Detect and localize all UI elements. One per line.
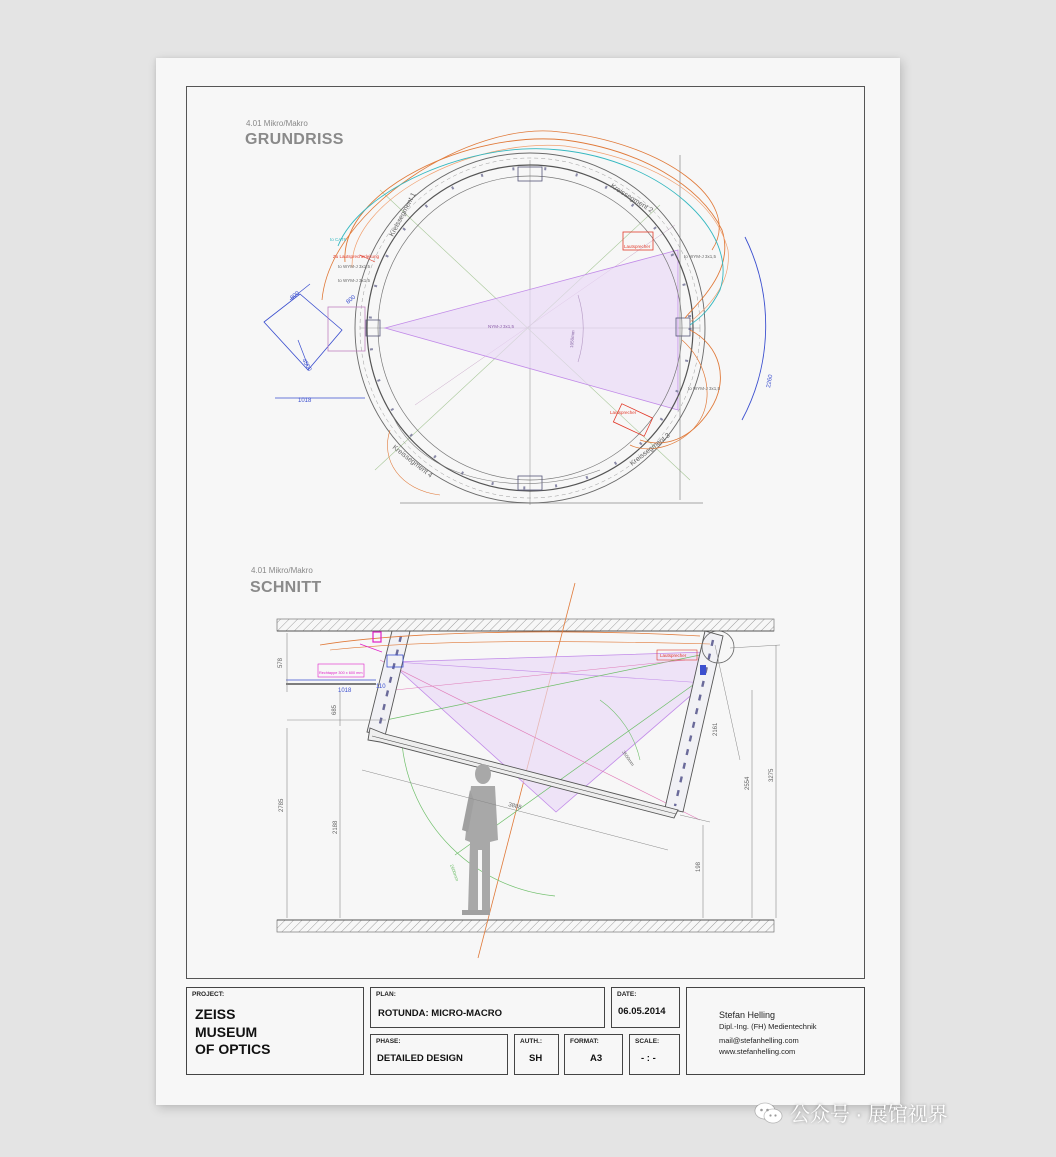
dim-line-2161 [715, 645, 740, 760]
label-wym-3: to WYM-J 3x1,5 [684, 254, 717, 259]
dim-line-3888 [362, 770, 668, 850]
label-dim-578: 578 [278, 657, 284, 668]
scale-box [629, 1034, 680, 1075]
author-email: mail@stefanhelling.com [719, 1036, 799, 1045]
label-wym-4: to WYM-J 3x1,5 [688, 386, 721, 391]
auth-box [514, 1034, 559, 1075]
date-label: DATE: [617, 991, 637, 998]
label-dim-800a: 800 [289, 290, 301, 302]
author-web: www.stefanhelling.com [719, 1047, 796, 1056]
project-label: PROJECT: [192, 991, 225, 998]
beamer-leader [360, 644, 382, 652]
section-projection-cone [390, 652, 706, 812]
label-dim-3550: 3550mm [621, 749, 636, 767]
date-box [611, 987, 680, 1028]
format-value: A3 [590, 1053, 603, 1064]
watermark [754, 1098, 948, 1127]
label-dim-110: 110 [376, 684, 386, 690]
label-cat6: to CAT6 [330, 237, 347, 242]
format-label: FORMAT: [570, 1038, 599, 1045]
label-dim-1050: 1050mm [569, 330, 576, 349]
author-name: Stefan Helling [719, 1010, 776, 1020]
speaker-mount [700, 665, 706, 675]
label-wym-2: to WYM-J 3x1,5 [338, 278, 371, 283]
label-dim-2260: 2260 [766, 374, 775, 389]
label-kreissegment-2: Kreissegment 2 [608, 182, 654, 215]
label-dim-2785: 2785 [279, 798, 285, 812]
phase-box [370, 1034, 508, 1075]
date-value: 06.05.2014 [618, 1006, 666, 1017]
scale-value: - : - [641, 1053, 656, 1064]
plan-projection-cone [385, 250, 678, 410]
label-dim-2188: 2188 [333, 820, 339, 834]
label-wym-1: to WYM-J 3x1,5 [338, 264, 371, 269]
plan-box-inner [328, 307, 365, 351]
auth-label: AUTH.: [520, 1038, 543, 1045]
project-name: ZEISS MUSEUM OF OPTICS [195, 1006, 271, 1057]
label-dim-198: 198 [696, 861, 702, 872]
phase-label: PHASE: [376, 1038, 401, 1045]
label-dim-800b: 800 [345, 294, 357, 306]
dim-ext-bottom [680, 815, 710, 822]
label-dim-3888: 3888 [507, 802, 522, 812]
plan-value: ROTUNDA: MICRO-MACRO [378, 1008, 503, 1019]
label-dim-4500: 4500 [300, 358, 313, 373]
speaker-box-bottom [613, 404, 652, 436]
section-cable-orange [320, 632, 700, 645]
section-cable-orange-2 [330, 642, 710, 650]
author-box [686, 987, 865, 1075]
label-kreissegment-1: Kreissegment 1 [388, 191, 418, 238]
schnitt-title: SCHNITT [250, 579, 322, 596]
watermark-text: 公众号 · 展馆视界 [790, 1104, 948, 1126]
grundriss-subtitle: 4.01 Mikro/Makro [246, 119, 308, 128]
dim-arc-2260 [742, 237, 766, 420]
label-lautsprecher-top: Lautsprecher [624, 244, 651, 249]
plan-label: PLAN: [376, 991, 396, 998]
label-lautsprecher-bottom: Lautsprecher [610, 410, 637, 415]
plan-view [264, 131, 774, 505]
section-view [277, 583, 780, 958]
schnitt-subtitle: 4.01 Mikro/Makro [251, 566, 313, 575]
human-figure [462, 764, 498, 915]
label-dim-685: 685 [332, 704, 338, 715]
label-beamer: Rechtappe 300 x 600 mm [319, 671, 363, 675]
beamer-mount [373, 632, 381, 642]
label-dim-2161: 2161 [713, 722, 719, 736]
grundriss-title: GRUNDRISS [245, 131, 344, 148]
label-kreissegment-3: Kreissegment 3 [628, 432, 672, 468]
wechat-icon [754, 1101, 784, 1125]
phase-value: DETAILED DESIGN [377, 1053, 463, 1064]
author-title: Dipl.-Ing. (FH) Medientechnik [719, 1022, 817, 1031]
label-dim-3275: 3275 [769, 768, 775, 782]
project-box [186, 987, 364, 1075]
dim-ext-top [730, 645, 780, 648]
ceiling-slab [277, 619, 774, 631]
format-box [564, 1034, 623, 1075]
label-dim-1018: 1018 [298, 398, 312, 404]
scale-label: SCALE: [635, 1038, 660, 1045]
floor-slab [277, 920, 774, 932]
label-dim-2600: 2600mm [449, 863, 460, 882]
label-dim-2554: 2554 [745, 776, 751, 790]
label-zu-lautsprecher: Zu Lautsprecherleitung [333, 254, 380, 259]
plan-box [370, 987, 605, 1028]
label-dim-1018-section: 1018 [338, 688, 352, 694]
auth-value: SH [529, 1053, 543, 1064]
label-nym-center: NYM-J 3x1,5 [488, 324, 515, 329]
label-lautsprecher-section: Lautsprecher [660, 653, 687, 658]
label-kreissegment-4: Kreissegment 4 [390, 444, 434, 480]
